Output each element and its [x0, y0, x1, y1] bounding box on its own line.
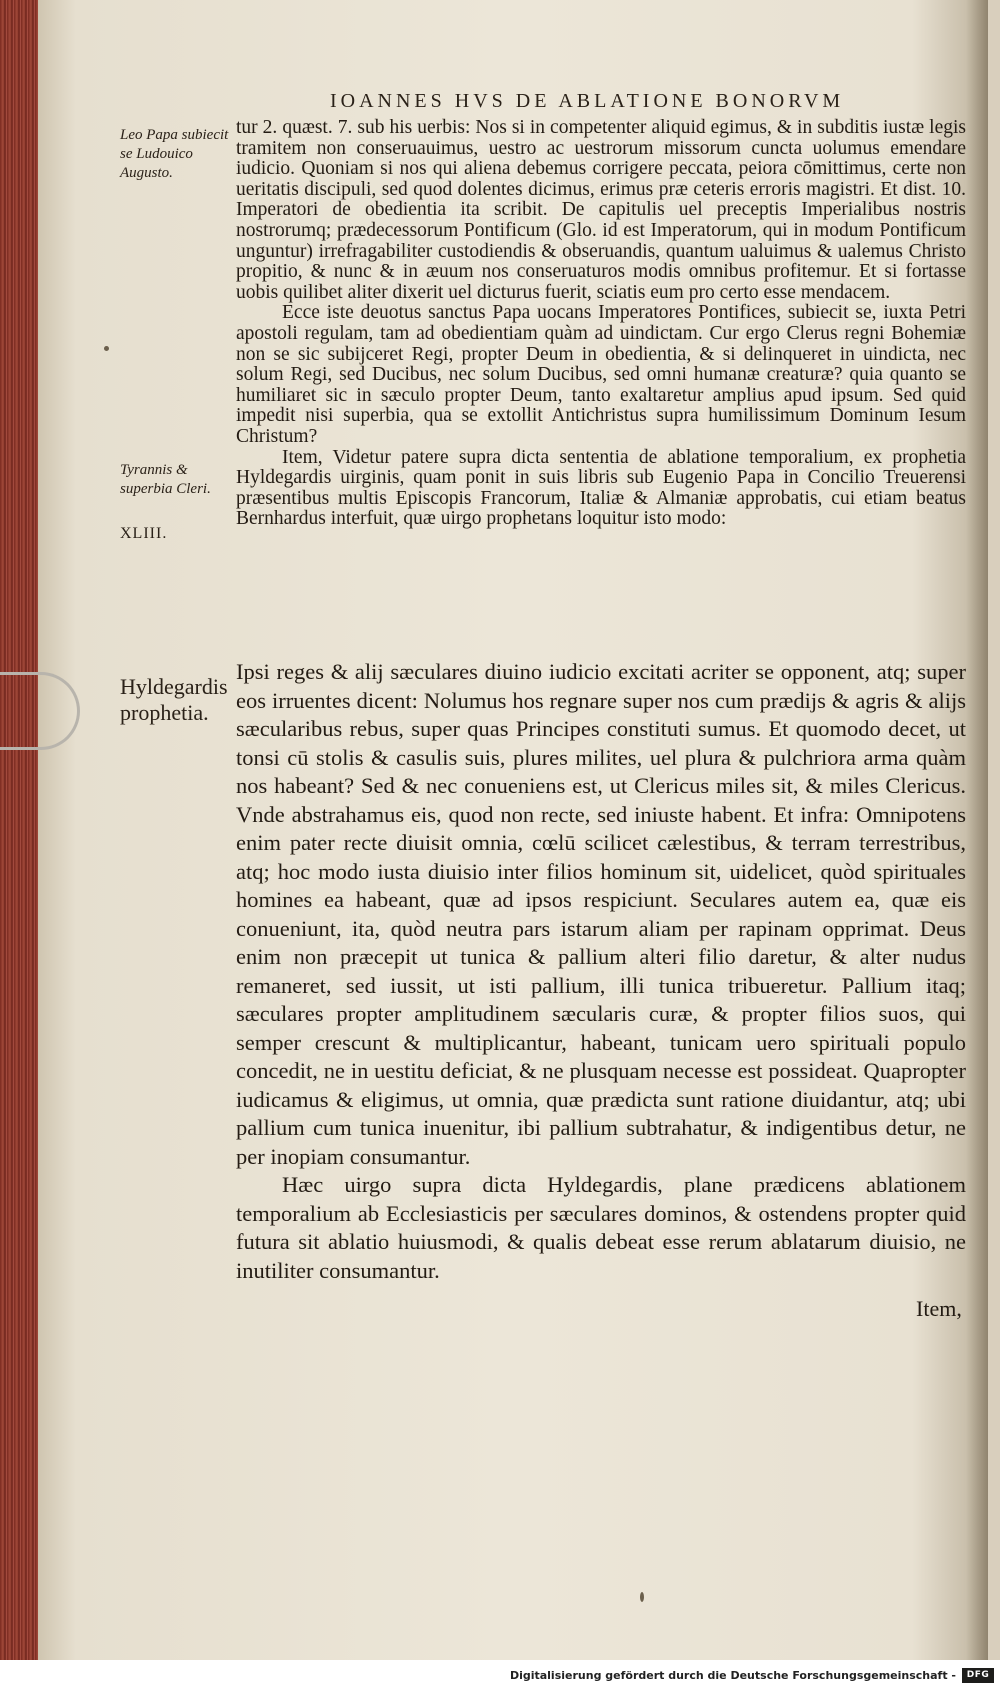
running-head: IOANNES HVS DE ABLATIONE BONORVM [330, 90, 845, 112]
footer-bar [0, 1660, 1000, 1693]
body-text-prophecy [236, 658, 966, 1285]
ink-spot [104, 346, 109, 351]
footer-credit: Digitalisierung gefördert durch die Deutsche Forschungsgemeinschaft - [509, 1669, 956, 1682]
body-text-upper [236, 118, 966, 530]
margin-note-number: XLIII. [120, 525, 168, 542]
margin-note-leo: Leo Papa subiecit se Ludouico Augusto. [120, 127, 229, 181]
paragraph-3: Item, Videtur patere supra dicta sententia de ablatione temporalium, ex prophetia Hyldegardis uirginis, quam ponit in suis libris sub Eugenio Papa in Concilio Treuerensi præsentibus multis Episcopis Francorum, Italiæ & Almaniæ approbatis, cui etiam beatus Bernhardus interfuit, quæ uirgo prophetans loquitur isto modo: [236, 446, 966, 530]
catchword: Item, [916, 1296, 962, 1321]
paper-clip [0, 672, 80, 750]
paragraph-4: Ipsi reges & alij sæculares diuino iudicio excitati acriter se opponent, atq; super eos irruentes dicent: Nolumus hos regnare super nos cum prædijs & agris & alijs sæcularibus rebus, super quas Principes constituti sumus. Et quomodo decet, ut tonsi cū stolis & casulis suis, plures milites, uel plura & pulchriora arma quàm nos habeant? Sed & nec conueniens est, ut Clericus miles sit, & miles Clericus. Vnde abstrahamus eis, quod non recte, sed iniuste habent. Et infra: Omnipotens enim pater recte diuisit omnia, cœlū scilicet cælestibus, & terram terrestribus, atq; hoc modo iusta diuisio inter filios hominum sit, uidelicet, quòd spirituales homines ea habeant, quæ ad ipsos respiciunt. Seculares autem ea, quæ eis conueniunt, ita, quòd neutra pars istarum aliam per rapinam opprimat. Deus enim non præcepit ut tunica & pallium alteri filio daretur, & alter nudus remaneret, sed iussit, ut isti pallium, illi tunica tribueretur. Pallium itaq; sæculares propter amplitudinem sæcularis curæ, & propter filios suos, qui semper crescunt & multiplicantur, habeant, tunicam uero spirituali populo concedit, ne in uestitu deficiat, & ne plusquam necesse est possideat. Quapropter iudicamus & eligimus, ut omnia, quæ prædicta sunt ratione diuidantur, atq; ubi pallium cum tunica inuenitur, ibi pallium subtrahatur, & indigentibus detur, ne per inopiam consumantur. [236, 659, 966, 1169]
paragraph-5: Hæc uirgo supra dicta Hyldegardis, plane prædicens ablationem temporalium ab Ecclesiasticis per sæculares dominos, & ostendens propter quid futura sit ablatio huiusmodi, & qualis debeat esse rerum ablatarum diuisio, ne inutiliter consumantur. [236, 1172, 966, 1283]
paragraph-1: tur 2. quæst. 7. sub his uerbis: Nos si in competenter aliquid egimus, & in subditis iustæ legis tramitem non conseruauimus, uestro ac uestrorum missorum cuncta uolumus emendare iudicio. Quoniam si nos qui aliena debemus corrigere peccata, peiora cōmittimus, certe non ueritatis discipuli, sed quod dolentes dicimus, erimus præ ceteris erroris magistri. Et dist. 10. Imperatori de obedientia ita scribit. De capitulis uel preceptis Imperialibus nostris nostrorumq; prædecessorum Pontificum (Glo. id est Imperatorum, qui in modum Pontificum unguntur) irrefragabiliter custodiendis & obseruandis, quantum ualuimus & ualemus Christo propitio, & nunc & in æuum nos conseruaturos modis omnibus profitemur. Et si fortasse uobis quilibet aliter dixerit uel dicturus fuerit, sciatis eum pro certo esse mendacem. [236, 117, 966, 303]
ink-spot [640, 1592, 644, 1602]
paragraph-2: Ecce iste deuotus sanctus Papa uocans Imperatores Pontifices, subiecit se, iuxta Petri apostoli regulam, tam ad obedientiam quàm ad uindictam. Cur ergo Clerus regni Bohemiæ non se sic subijceret Regi, propter Deum in obedientia, & si delinqueret in uindicta, nec solum Regi, sed Ducibus, nec solum Ducibus, sed omni humanæ creaturæ? quia quanto se humiliaret sic in sæculo propter Deum, tanto exaltaretur amplius apud ipsum. Sed quid impedit nisi superbia, qua se extollit Antichristus supra humilissimum Dominum Iesum Christum? [236, 302, 966, 447]
margin-note-hyldegardis: Hyldegardis prophetia. [120, 674, 228, 725]
book-page-edges [0, 0, 38, 1660]
margin-note-tyrannis: Tyrannis & superbia Cleri. [120, 462, 211, 497]
dfg-logo-icon: DFG [962, 1668, 994, 1683]
gutter-shadow [966, 0, 988, 1660]
